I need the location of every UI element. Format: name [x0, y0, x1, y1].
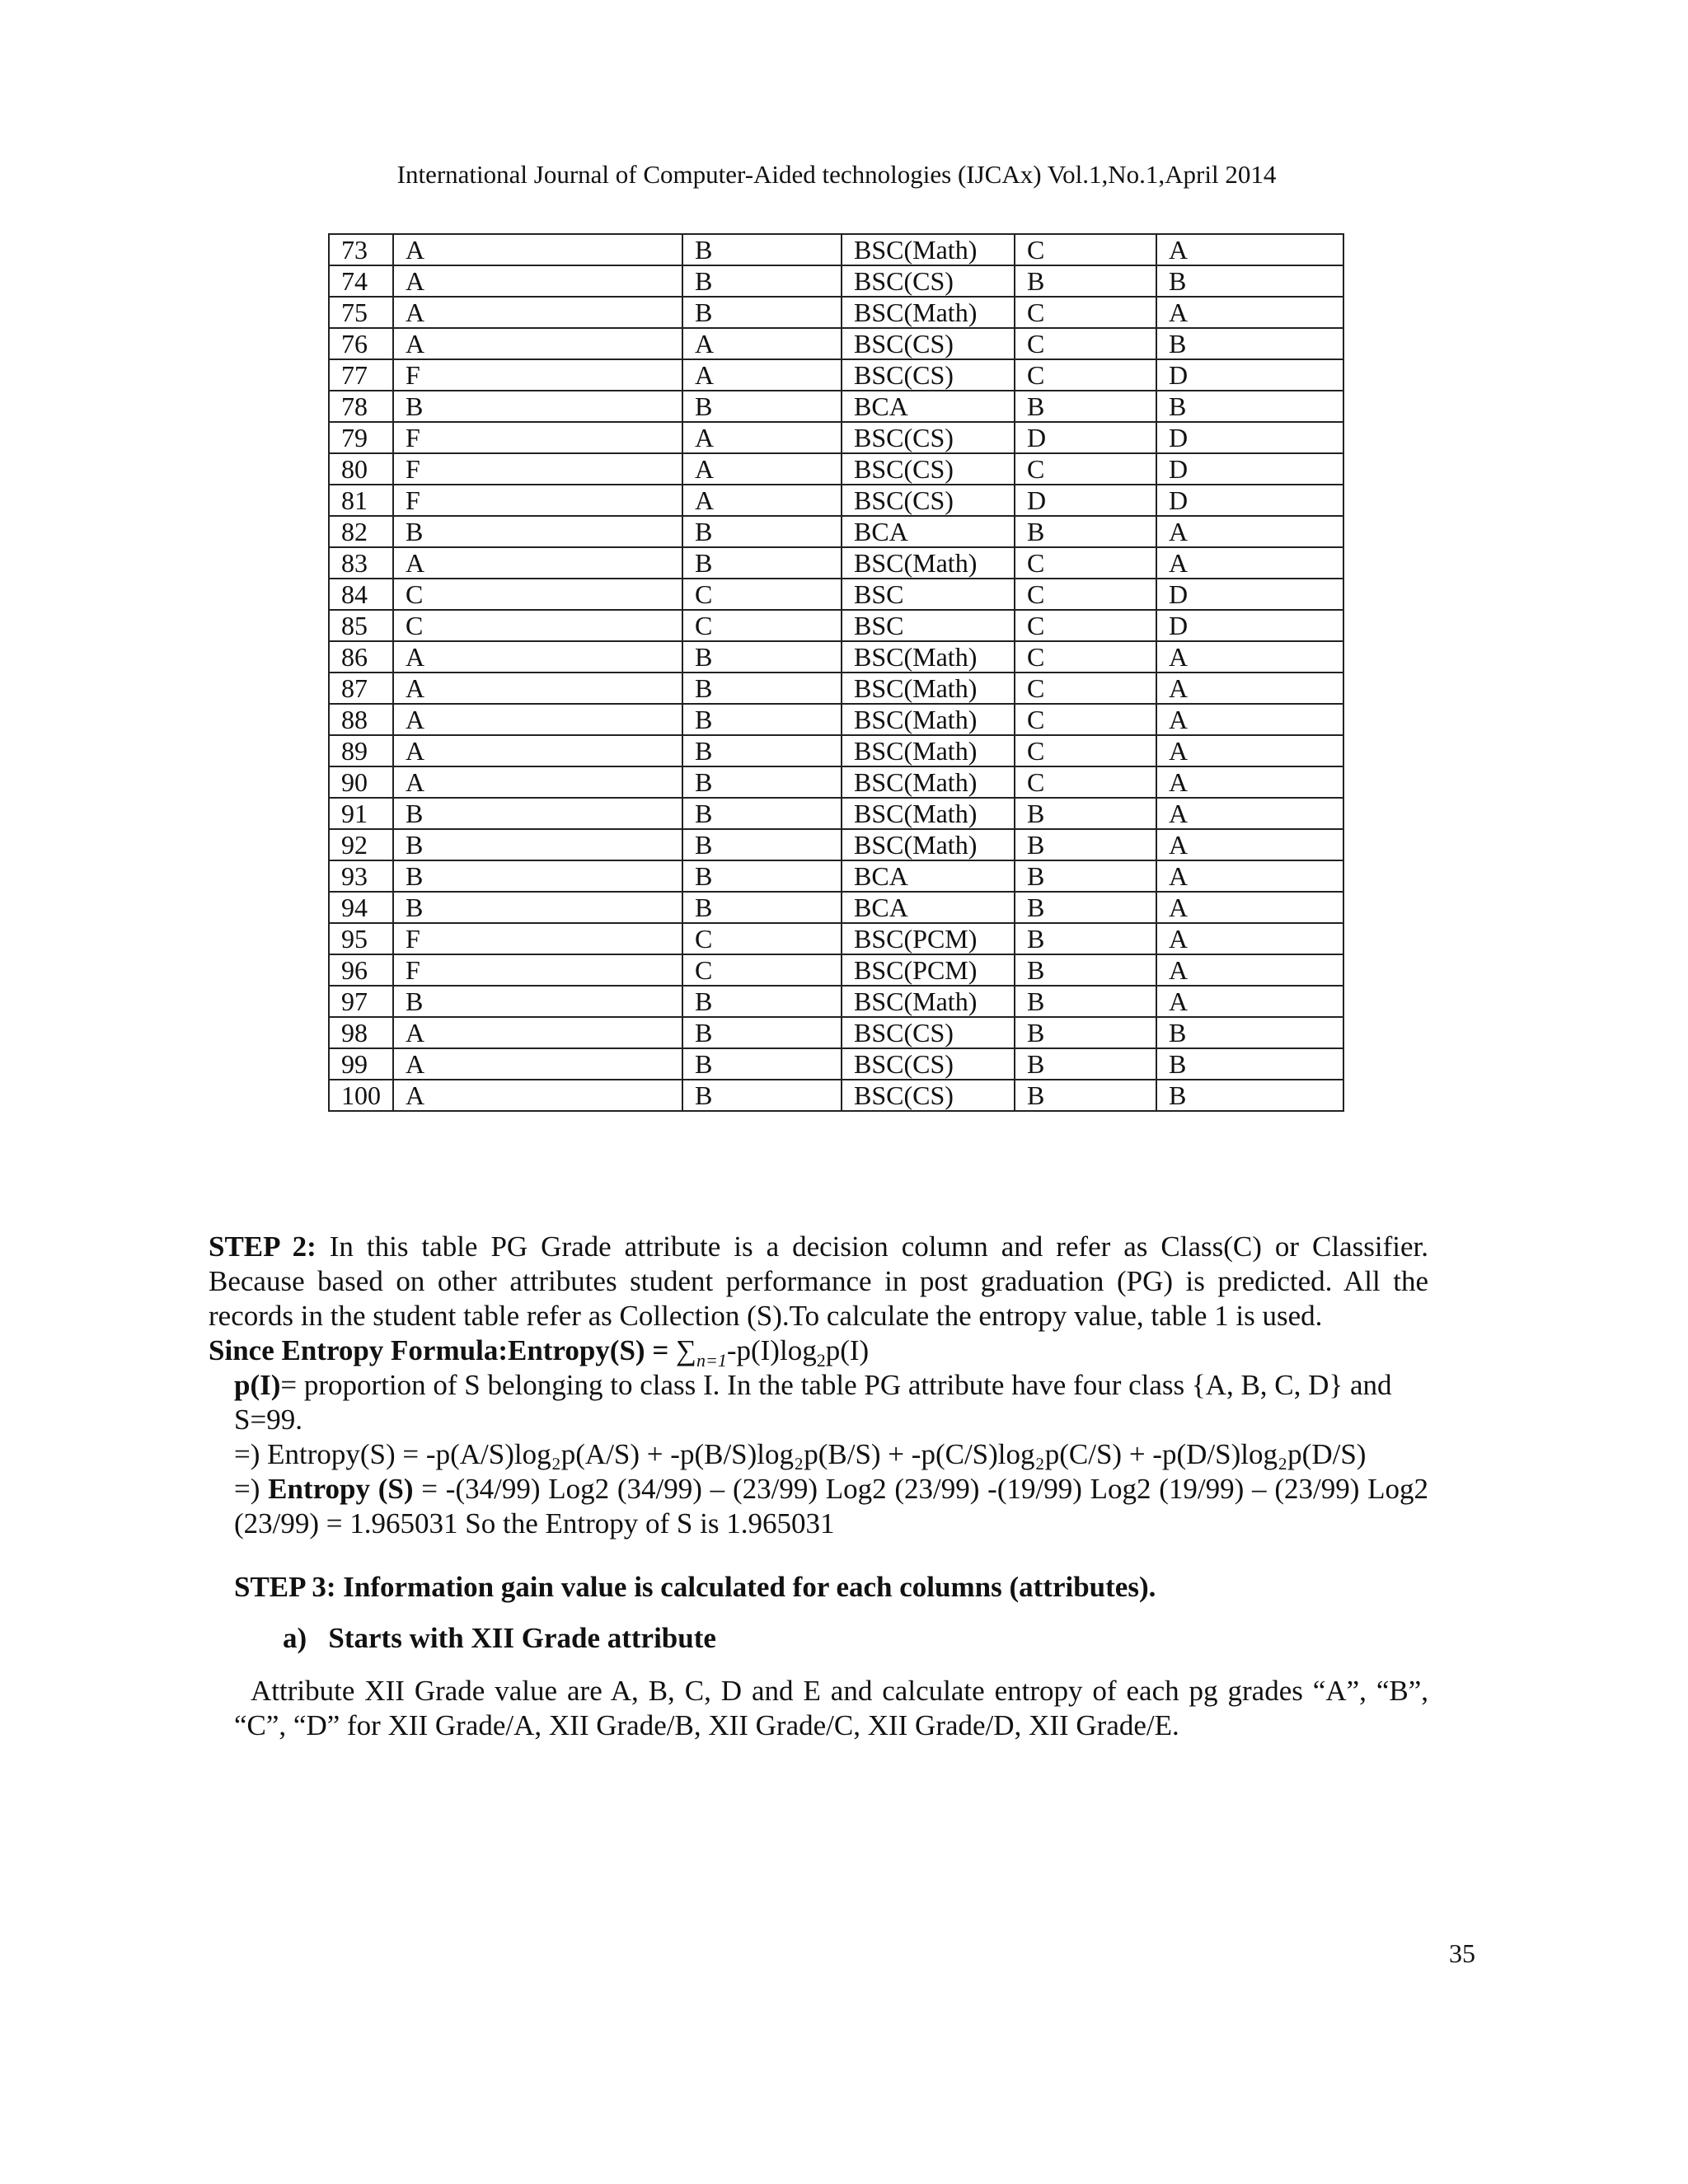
- table-cell: B: [1156, 1017, 1343, 1048]
- step2-section: [209, 1230, 1428, 1541]
- table-cell: B: [1015, 1080, 1156, 1111]
- table-cell: B: [1015, 1017, 1156, 1048]
- table-cell: D: [1156, 453, 1343, 485]
- table-cell: B: [682, 735, 842, 766]
- table-row: [329, 892, 1343, 923]
- table-row: [329, 234, 1343, 265]
- table-cell: B: [393, 391, 682, 422]
- table-cell: C: [1015, 234, 1156, 265]
- table-cell: B: [1156, 1080, 1343, 1111]
- step3-subheading: a) Starts with XII Grade attribute: [283, 1622, 716, 1654]
- table-cell: C: [682, 954, 842, 986]
- table-cell: BCA: [842, 391, 1015, 422]
- table-row: [329, 422, 1343, 453]
- table-cell: C: [1015, 766, 1156, 798]
- table-cell: A: [393, 1080, 682, 1111]
- table-row: [329, 328, 1343, 359]
- table-cell: A: [393, 265, 682, 297]
- table-cell: F: [393, 485, 682, 516]
- table-cell: BSC(CS): [842, 422, 1015, 453]
- table-cell: B: [393, 798, 682, 829]
- table-cell: B: [1156, 1048, 1343, 1080]
- table-cell: A: [1156, 860, 1343, 892]
- table-cell: B: [1015, 516, 1156, 547]
- table-cell: B: [682, 1080, 842, 1111]
- table-cell: B: [1015, 829, 1156, 860]
- table-cell: 80: [329, 453, 393, 485]
- table-cell: BSC(PCM): [842, 923, 1015, 954]
- table-cell: C: [1015, 704, 1156, 735]
- table-cell: F: [393, 359, 682, 391]
- table-row: [329, 766, 1343, 798]
- table-cell: A: [1156, 829, 1343, 860]
- table-cell: A: [1156, 766, 1343, 798]
- table-cell: 79: [329, 422, 393, 453]
- table-cell: D: [1156, 422, 1343, 453]
- table-cell: BSC(Math): [842, 798, 1015, 829]
- table-cell: A: [393, 547, 682, 579]
- table-row: [329, 516, 1343, 547]
- table-cell: D: [1015, 485, 1156, 516]
- table-cell: BSC(Math): [842, 986, 1015, 1017]
- table-cell: B: [682, 892, 842, 923]
- table-cell: B: [393, 892, 682, 923]
- table-cell: A: [393, 766, 682, 798]
- table-row: [329, 735, 1343, 766]
- step3-heading: STEP 3: Information gain value is calculated for each columns (attributes).: [234, 1571, 1156, 1603]
- table-cell: BSC(CS): [842, 359, 1015, 391]
- student-data-table: [328, 233, 1344, 1112]
- table-cell: D: [1015, 422, 1156, 453]
- table-cell: BSC(Math): [842, 766, 1015, 798]
- table-cell: B: [1015, 986, 1156, 1017]
- table-cell: 92: [329, 829, 393, 860]
- table-cell: B: [393, 986, 682, 1017]
- table-cell: 91: [329, 798, 393, 829]
- table-cell: A: [1156, 516, 1343, 547]
- table-cell: B: [1015, 391, 1156, 422]
- table-cell: A: [393, 641, 682, 673]
- table-cell: B: [393, 860, 682, 892]
- table-cell: 78: [329, 391, 393, 422]
- table-cell: BSC(Math): [842, 704, 1015, 735]
- table-cell: C: [1015, 673, 1156, 704]
- table-cell: A: [1156, 547, 1343, 579]
- table-cell: BSC(CS): [842, 1080, 1015, 1111]
- table-cell: D: [1156, 610, 1343, 641]
- table-cell: A: [393, 297, 682, 328]
- table-cell: B: [682, 829, 842, 860]
- table-cell: B: [682, 673, 842, 704]
- step2-text: In this table PG Grade attribute is a decision column and refer as Class(C) or Classifier. Because based on other attributes student performance in post graduation (PG) is predicted. All the records in the student table refer as Collection (S).To calculate the entropy value, table 1 is used.: [209, 1230, 1428, 1332]
- table-cell: 95: [329, 923, 393, 954]
- table-cell: B: [1156, 391, 1343, 422]
- table-cell: BSC(CS): [842, 1017, 1015, 1048]
- table-cell: D: [1156, 485, 1343, 516]
- table-cell: BSC(CS): [842, 328, 1015, 359]
- table-cell: A: [682, 485, 842, 516]
- table-row: [329, 829, 1343, 860]
- table-cell: A: [682, 328, 842, 359]
- table-row: [329, 954, 1343, 986]
- table-row: [329, 453, 1343, 485]
- table-cell: A: [393, 234, 682, 265]
- table-cell: 75: [329, 297, 393, 328]
- table-row: [329, 359, 1343, 391]
- step2-label: STEP 2:: [209, 1230, 316, 1263]
- table-cell: 99: [329, 1048, 393, 1080]
- table-cell: C: [1015, 453, 1156, 485]
- table-cell: 76: [329, 328, 393, 359]
- table-cell: B: [682, 798, 842, 829]
- table-cell: BCA: [842, 516, 1015, 547]
- table-cell: 82: [329, 516, 393, 547]
- table-row: [329, 798, 1343, 829]
- table-row: [329, 485, 1343, 516]
- table-cell: A: [1156, 735, 1343, 766]
- table-cell: B: [682, 986, 842, 1017]
- table-body: [329, 234, 1343, 1111]
- table-cell: BSC(Math): [842, 641, 1015, 673]
- table-cell: 97: [329, 986, 393, 1017]
- table-cell: BSC: [842, 579, 1015, 610]
- table-cell: A: [1156, 954, 1343, 986]
- table-row: [329, 641, 1343, 673]
- table-cell: B: [1015, 892, 1156, 923]
- table-row: [329, 704, 1343, 735]
- table-cell: F: [393, 954, 682, 986]
- table-cell: B: [682, 860, 842, 892]
- table-cell: BSC(Math): [842, 735, 1015, 766]
- table-cell: B: [682, 391, 842, 422]
- table-cell: B: [682, 1048, 842, 1080]
- table-cell: BSC(Math): [842, 673, 1015, 704]
- table-cell: A: [393, 1017, 682, 1048]
- step3-paragraph: Attribute XII Grade value are A, B, C, D and E and calculate entropy of each pg grades “A”, “B”, “C”, “D” for XII Grade/A, XII Grade/B, XII Grade/C, XII Grade/D, XII Grade/E.: [234, 1675, 1428, 1741]
- table-cell: 96: [329, 954, 393, 986]
- table-cell: B: [682, 704, 842, 735]
- table-cell: C: [393, 610, 682, 641]
- table-cell: A: [1156, 234, 1343, 265]
- step3-section: [209, 1570, 1428, 1743]
- table-cell: A: [682, 453, 842, 485]
- table-cell: B: [682, 234, 842, 265]
- table-cell: 93: [329, 860, 393, 892]
- table-cell: B: [1156, 265, 1343, 297]
- table-cell: BSC: [842, 610, 1015, 641]
- table-cell: B: [1156, 328, 1343, 359]
- table-cell: BSC(Math): [842, 234, 1015, 265]
- table-cell: A: [393, 673, 682, 704]
- table-cell: C: [1015, 547, 1156, 579]
- table-cell: A: [393, 328, 682, 359]
- table-cell: 74: [329, 265, 393, 297]
- table-cell: C: [1015, 610, 1156, 641]
- table-cell: 87: [329, 673, 393, 704]
- entropy-calculation: =) Entropy (S) = -(34/99) Log2 (34/99) – (23/99) Log2 (23/99) -(19/99) Log2 (19/99) – (23/99) Log2 (23/99) = 1.965031 So the Entropy of S is 1.965031: [234, 1473, 1428, 1540]
- table-cell: B: [1015, 798, 1156, 829]
- table-cell: 90: [329, 766, 393, 798]
- table-cell: 86: [329, 641, 393, 673]
- table-cell: B: [682, 766, 842, 798]
- table-cell: 77: [329, 359, 393, 391]
- step2-paragraph: [209, 1230, 1428, 1333]
- table-cell: C: [393, 579, 682, 610]
- table-cell: B: [682, 1017, 842, 1048]
- table-cell: 83: [329, 547, 393, 579]
- table-cell: C: [682, 579, 842, 610]
- table-cell: 73: [329, 234, 393, 265]
- table-cell: A: [682, 359, 842, 391]
- table-cell: BSC(Math): [842, 829, 1015, 860]
- table-cell: BSC(Math): [842, 297, 1015, 328]
- table-row: [329, 1080, 1343, 1111]
- table-cell: A: [1156, 673, 1343, 704]
- table-cell: A: [1156, 297, 1343, 328]
- table-cell: B: [682, 265, 842, 297]
- table-cell: B: [1015, 265, 1156, 297]
- table-cell: BSC(PCM): [842, 954, 1015, 986]
- table-row: [329, 391, 1343, 422]
- table-row: [329, 1017, 1343, 1048]
- page-number: 35: [1449, 1938, 1475, 1968]
- table-row: [329, 673, 1343, 704]
- table-cell: F: [393, 422, 682, 453]
- table-cell: B: [682, 641, 842, 673]
- table-cell: A: [1156, 923, 1343, 954]
- table-cell: 88: [329, 704, 393, 735]
- table-cell: 94: [329, 892, 393, 923]
- table-cell: C: [682, 923, 842, 954]
- table-cell: A: [1156, 892, 1343, 923]
- table-cell: D: [1156, 579, 1343, 610]
- table-cell: C: [1015, 735, 1156, 766]
- table-row: [329, 547, 1343, 579]
- table-cell: BSC(CS): [842, 265, 1015, 297]
- table-cell: 100: [329, 1080, 393, 1111]
- table-cell: F: [393, 453, 682, 485]
- journal-header: International Journal of Computer-Aided technologies (IJCAx) Vol.1,No.1,April 2014: [396, 160, 1277, 189]
- entropy-expansion: =) Entropy(S) = -p(A/S)log₂p(A/S) + -p(B/S)log₂p(B/S) + -p(C/S)log₂p(C/S) + -p(D/S)log₂p(D/S): [234, 1438, 1367, 1470]
- table-cell: BSC(CS): [842, 485, 1015, 516]
- table-cell: B: [682, 516, 842, 547]
- table-cell: B: [1015, 954, 1156, 986]
- table-cell: 98: [329, 1017, 393, 1048]
- table-cell: A: [682, 422, 842, 453]
- p-i-definition: p(I)= proportion of S belonging to class I. In the table PG attribute have four class {A, B, C, D} and S=99.: [234, 1369, 1392, 1436]
- table-row: [329, 1048, 1343, 1080]
- table-row: [329, 610, 1343, 641]
- table-cell: C: [1015, 359, 1156, 391]
- table-cell: C: [682, 610, 842, 641]
- entropy-formula: Since Entropy Formula:Entropy(S) = $\sum_{n=1}-p(I)\log_2p(I)$: [209, 1334, 870, 1371]
- table-cell: A: [1156, 704, 1343, 735]
- table-row: [329, 579, 1343, 610]
- table-cell: BCA: [842, 892, 1015, 923]
- table-cell: BCA: [842, 860, 1015, 892]
- table-cell: BSC(Math): [842, 547, 1015, 579]
- table-cell: B: [393, 516, 682, 547]
- table-row: [329, 265, 1343, 297]
- table-cell: B: [1015, 860, 1156, 892]
- table-cell: F: [393, 923, 682, 954]
- table-cell: C: [1015, 641, 1156, 673]
- table-cell: B: [393, 829, 682, 860]
- table-cell: A: [1156, 986, 1343, 1017]
- table-cell: D: [1156, 359, 1343, 391]
- table-cell: B: [682, 297, 842, 328]
- table-cell: A: [393, 704, 682, 735]
- table-cell: BSC(CS): [842, 453, 1015, 485]
- table-row: [329, 923, 1343, 954]
- table-cell: C: [1015, 328, 1156, 359]
- table-cell: B: [682, 547, 842, 579]
- table-cell: 89: [329, 735, 393, 766]
- table-cell: C: [1015, 579, 1156, 610]
- table-cell: A: [1156, 798, 1343, 829]
- table-cell: A: [393, 735, 682, 766]
- table-cell: 85: [329, 610, 393, 641]
- table-row: [329, 986, 1343, 1017]
- table-cell: B: [1015, 923, 1156, 954]
- table-cell: A: [393, 1048, 682, 1080]
- table-cell: C: [1015, 297, 1156, 328]
- table-row: [329, 860, 1343, 892]
- table-cell: 84: [329, 579, 393, 610]
- table-cell: BSC(CS): [842, 1048, 1015, 1080]
- table-row: [329, 297, 1343, 328]
- table-cell: 81: [329, 485, 393, 516]
- table-cell: A: [1156, 641, 1343, 673]
- table-cell: B: [1015, 1048, 1156, 1080]
